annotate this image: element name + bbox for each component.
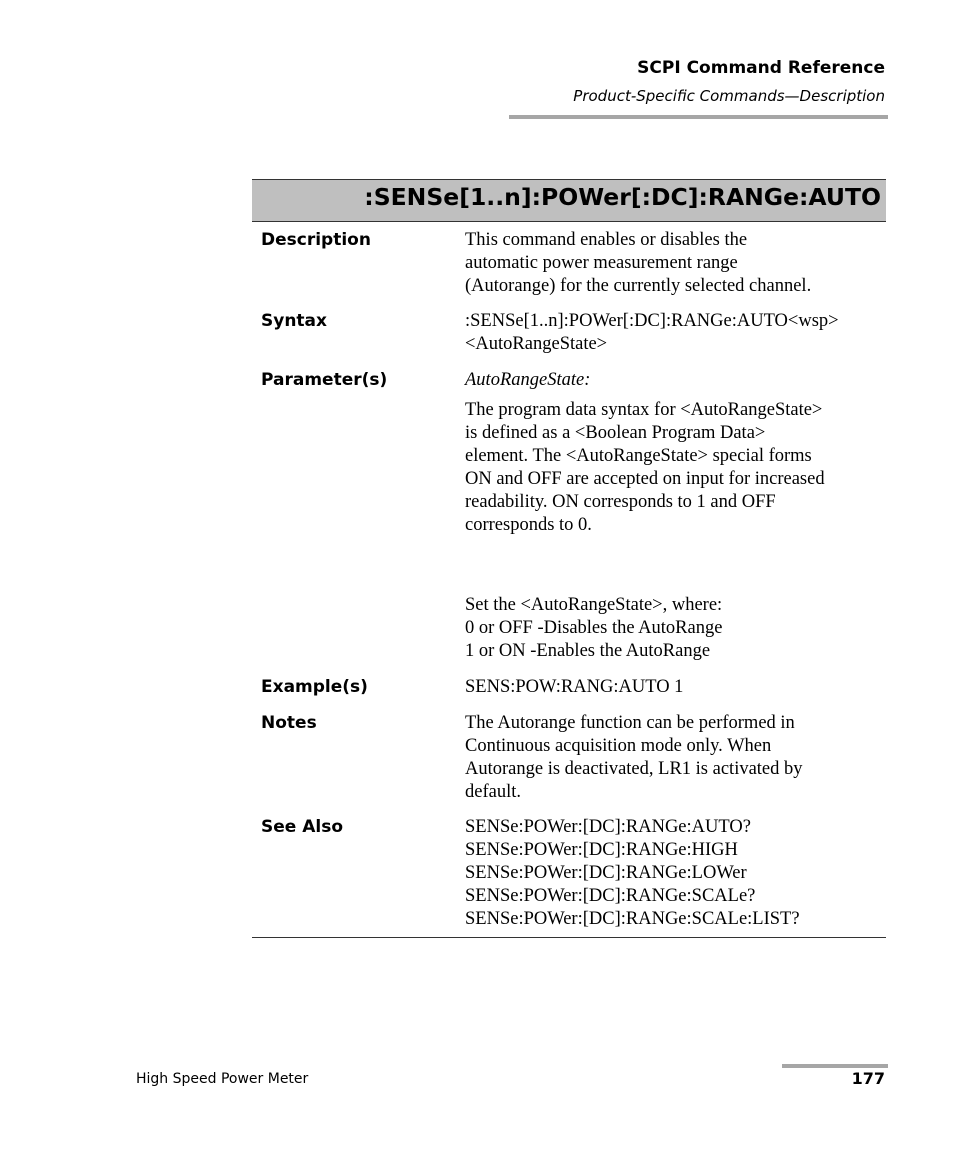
- table-bottom-rule: [252, 937, 886, 938]
- description-label: Description: [261, 230, 371, 250]
- parameter-values-line: Set the <AutoRangeState>, where:: [465, 595, 723, 615]
- see-also-item: SENSe:POWer:[DC]:RANGe:HIGH: [465, 840, 738, 860]
- description-text: [465, 229, 890, 298]
- footer-rule: [782, 1064, 888, 1068]
- parameter-description: [465, 399, 890, 537]
- see-also-label: See Also: [261, 817, 344, 837]
- syntax-line: :SENSe[1..n]:POWer[:DC]:RANGe:AUTO<wsp>: [465, 311, 839, 331]
- parameter-description-line: element. The <AutoRangeState> special forms: [465, 446, 812, 466]
- description-line: This command enables or disables the: [465, 230, 748, 250]
- parameter-description-line: The program data syntax for <AutoRangeState>: [465, 400, 823, 420]
- header-subtitle: Product-Specific Commands—Description: [573, 87, 885, 105]
- parameter-values-line: 0 or OFF -Disables the AutoRange: [465, 618, 723, 638]
- parameters-label: Parameter(s): [261, 370, 388, 390]
- notes-line: default.: [465, 782, 521, 802]
- syntax-line: <AutoRangeState>: [465, 334, 608, 354]
- description-line: automatic power measurement range: [465, 253, 738, 273]
- header-rule: [509, 115, 888, 119]
- see-also-item: SENSe:POWer:[DC]:RANGe:LOWer: [465, 863, 747, 883]
- notes-line: Autorange is deactivated, LR1 is activated by: [465, 759, 803, 779]
- notes-line: The Autorange function can be performed in: [465, 713, 795, 733]
- notes-label: Notes: [261, 713, 317, 733]
- see-also-item: SENSe:POWer:[DC]:RANGe:SCALe:LIST?: [465, 909, 800, 929]
- parameter-values: [465, 594, 890, 663]
- parameter-description-line: ON and OFF are accepted on input for increased: [465, 469, 825, 489]
- syntax-label: Syntax: [261, 311, 327, 331]
- examples-text: [465, 676, 890, 699]
- header-title: SCPI Command Reference: [637, 58, 885, 78]
- page-number: 177: [851, 1069, 885, 1088]
- notes-text: [465, 712, 890, 804]
- see-also-item: SENSe:POWer:[DC]:RANGe:AUTO?: [465, 817, 751, 837]
- see-also-list: [465, 816, 890, 931]
- parameter-description-line: readability. ON corresponds to 1 and OFF: [465, 492, 776, 512]
- parameter-description-line: is defined as a <Boolean Program Data>: [465, 423, 766, 443]
- parameter-name: AutoRangeState:: [465, 370, 591, 390]
- footer-product: High Speed Power Meter: [136, 1071, 309, 1087]
- notes-line: Continuous acquisition mode only. When: [465, 736, 772, 756]
- command-title-bar: [252, 179, 886, 222]
- see-also-item: SENSe:POWer:[DC]:RANGe:SCALe?: [465, 886, 756, 906]
- syntax-text: [465, 310, 890, 356]
- example-line: SENS:POW:RANG:AUTO 1: [465, 677, 684, 697]
- examples-label: Example(s): [261, 677, 368, 697]
- command-title: :SENSe[1..n]:POWer[:DC]:RANGe:AUTO: [364, 183, 881, 211]
- description-line: (Autorange) for the currently selected channel.: [465, 276, 812, 296]
- parameter-values-line: 1 or ON -Enables the AutoRange: [465, 641, 711, 661]
- parameter-description-line: corresponds to 0.: [465, 515, 592, 535]
